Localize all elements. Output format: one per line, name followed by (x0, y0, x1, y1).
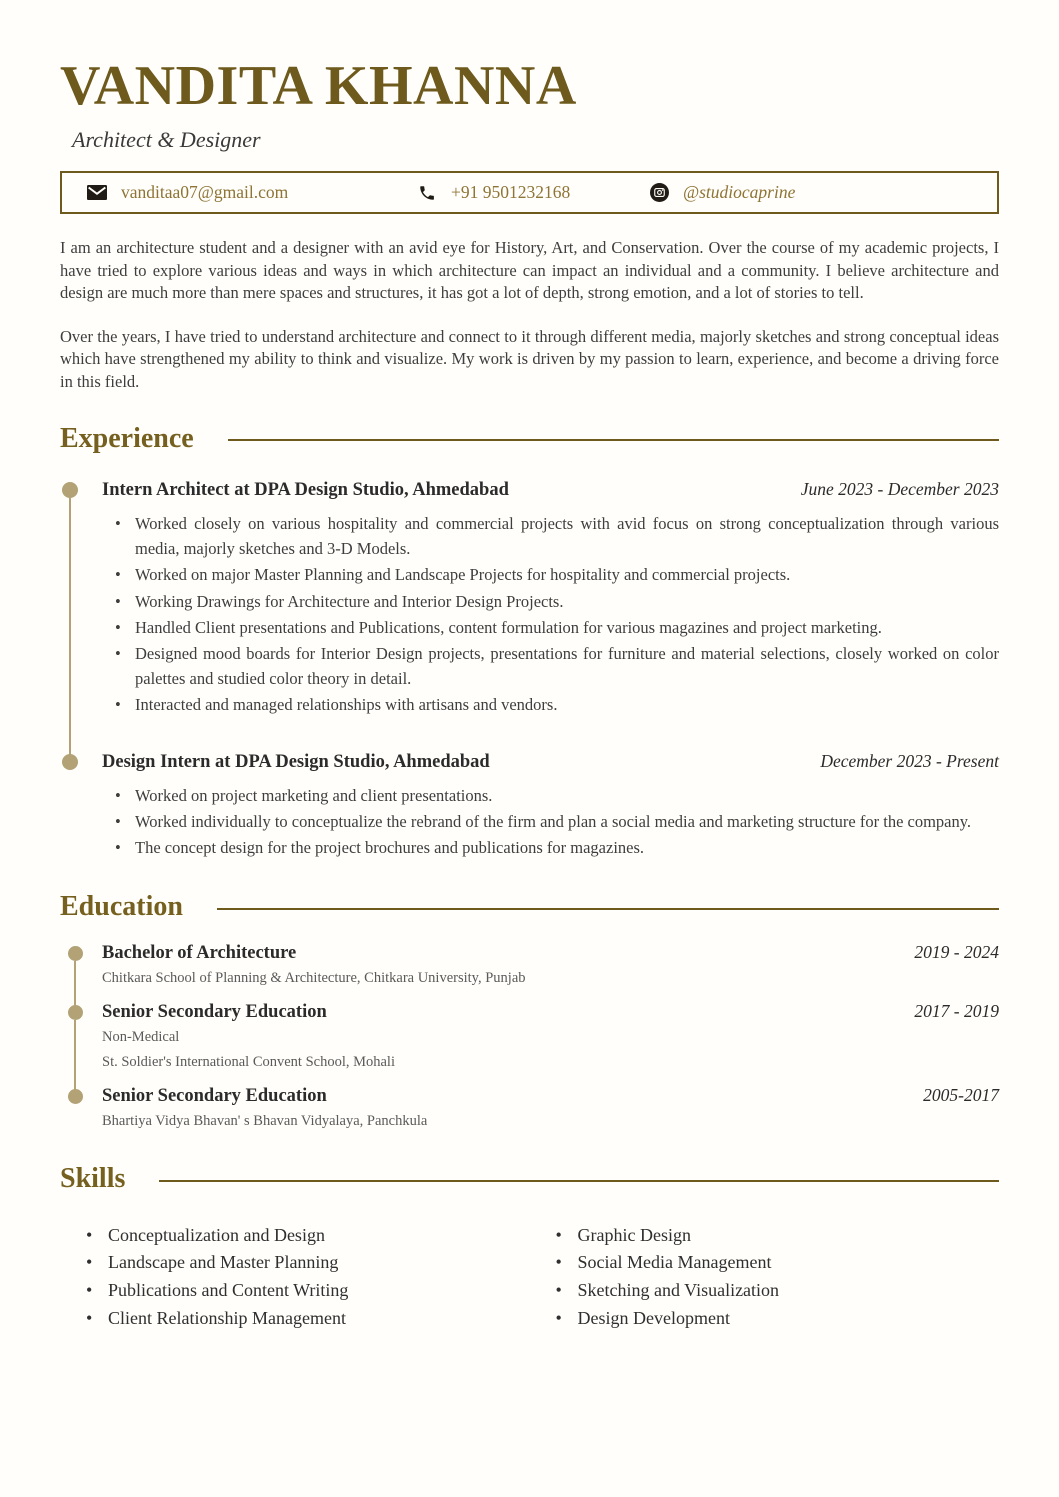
heading-rule (159, 1180, 999, 1182)
education-header (102, 1085, 999, 1107)
education-dates: 2017 - 2019 (914, 1001, 999, 1022)
education-timeline (60, 942, 999, 1132)
contact-phone (417, 182, 649, 203)
job-bullet: • The concept design for the project brochures and publications for magazines. (135, 835, 999, 860)
skills-heading: Skills (60, 1162, 126, 1194)
skills-columns (60, 1222, 999, 1334)
summary-paragraph-2: Over the years, I have tried to understand architecture and connect to it through different media, majorly sketches and strong conceptual ideas which have strengthened my ability to think and visualize. My work is driven by my passion to learn, experience, and become a driving force in this field. (60, 326, 999, 392)
job-bullet: • Worked closely on various hospitality and commercial projects with avid focus on strong conceptualization through various media, majorly sketches and 3-D Models. (135, 511, 999, 561)
skill-item: • Graphic Design (578, 1222, 1000, 1250)
job-bullet-list (102, 783, 999, 860)
summary-section (60, 237, 999, 394)
education-dates: 2005-2017 (923, 1085, 999, 1106)
person-title: Architect & Designer (72, 127, 261, 153)
education-entry-3 (60, 1085, 999, 1132)
skill-item: • Sketching and Visualization (578, 1277, 1000, 1305)
job-entry-2 (60, 751, 999, 860)
education-header (102, 1001, 999, 1023)
education-degree: Senior Secondary Education (102, 1002, 327, 1023)
experience-heading: Experience (60, 422, 194, 454)
job-title: Design Intern at DPA Design Studio, Ahmedabad (102, 751, 490, 772)
job-entry-1 (60, 479, 999, 717)
instagram-icon (649, 183, 669, 203)
education-degree: Bachelor of Architecture (102, 942, 297, 963)
experience-section (60, 422, 999, 860)
skill-item: • Social Media Management (578, 1249, 1000, 1277)
skill-item: • Design Development (578, 1305, 1000, 1333)
summary-paragraph-1: I am an architecture student and a designer with an avid eye for History, Art, and Conservation. Over the course of my academic projects, I have tried to explore various ideas and ways in which architecture can impact an individual and a community. I believe architecture and design are much more than mere spaces and structures, it has got a lot of depth, strong emotion, and a lot of stories to tell. (60, 238, 999, 303)
envelope-icon (87, 183, 107, 203)
resume-header (60, 55, 999, 214)
skill-item: • Publications and Content Writing (108, 1277, 530, 1305)
education-section (60, 890, 999, 1132)
job-header (102, 479, 999, 501)
contact-email-text: vanditaa07@gmail.com (121, 182, 289, 203)
education-entry-2 (60, 1001, 999, 1072)
education-heading-row (60, 890, 999, 924)
job-bullet: • Working Drawings for Architecture and Interior Design Projects. (135, 589, 999, 614)
job-bullet-list (102, 511, 999, 717)
skills-column-right (530, 1222, 1000, 1334)
education-school: Bhartiya Vidya Bhavan' s Bhavan Vidyalaya, Panchkula (102, 1113, 428, 1130)
education-degree: Senior Secondary Education (102, 1086, 327, 1107)
job-dates: June 2023 - December 2023 (800, 479, 999, 500)
skills-column-left (60, 1222, 530, 1334)
phone-icon (417, 183, 437, 203)
education-school: Chitkara School of Planning & Architecture, Chitkara University, Punjab (102, 969, 526, 986)
job-header (102, 751, 999, 773)
job-bullet: • Worked on project marketing and client presentations. (135, 783, 999, 808)
experience-timeline (60, 479, 999, 860)
job-bullet: • Interacted and managed relationships with artisans and vendors. (135, 692, 999, 717)
education-stream: Non-Medical (102, 1029, 180, 1046)
heading-rule (228, 439, 999, 441)
education-school: St. Soldier's International Convent School, Mohali (102, 1053, 395, 1070)
job-bullet: • Handled Client presentations and Publications, content formulation for various magazines and project marketing. (135, 615, 999, 640)
skill-item: • Conceptualization and Design (108, 1222, 530, 1250)
job-bullet: • Worked individually to conceptualize the rebrand of the firm and plan a social media and marketing structure for the company. (135, 809, 999, 834)
contact-instagram (649, 182, 997, 203)
job-bullet: • Worked on major Master Planning and Landscape Projects for hospitality and commercial projects. (135, 562, 999, 587)
skill-item: • Landscape and Master Planning (108, 1249, 530, 1277)
skills-section (60, 1162, 999, 1333)
job-bullet: • Designed mood boards for Interior Design projects, presentations for furniture and material selections, closely worked on color palettes and studied color theory in detail. (135, 641, 999, 691)
education-header (102, 942, 999, 964)
education-heading: Education (60, 891, 183, 923)
job-title: Intern Architect at DPA Design Studio, Ahmedabad (102, 480, 509, 501)
experience-heading-row (60, 422, 999, 456)
education-dates: 2019 - 2024 (914, 941, 999, 962)
contact-phone-text: +91 9501232168 (451, 182, 571, 203)
education-entry-1 (60, 942, 999, 989)
contact-instagram-text: @studiocaprine (683, 182, 796, 203)
contact-email (87, 182, 417, 203)
job-dates: December 2023 - Present (820, 750, 999, 771)
heading-rule (217, 908, 999, 910)
person-name: VANDITA KHANNA (60, 55, 577, 117)
skill-item: • Client Relationship Management (108, 1305, 530, 1333)
skills-heading-row (60, 1162, 999, 1196)
contact-bar (60, 171, 999, 214)
